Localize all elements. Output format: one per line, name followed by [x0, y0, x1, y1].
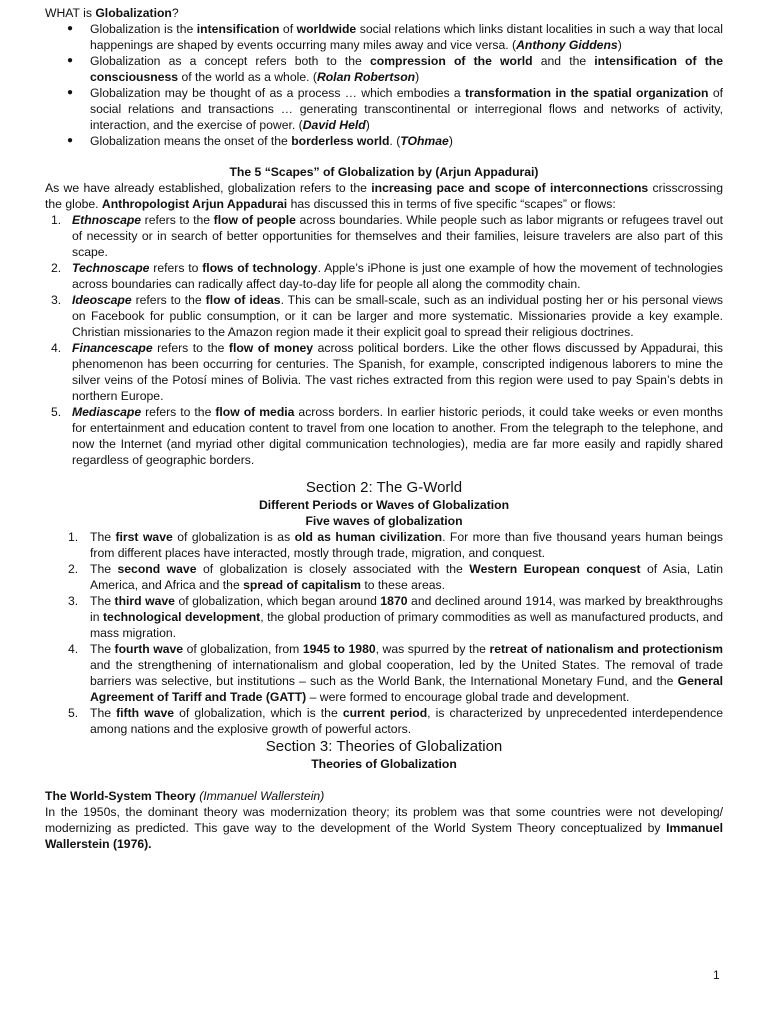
list-number: 2. — [51, 261, 62, 275]
text-run: . Apple’s iPhone is just one example of how the movement of technologies across boundaries can radically affect day-to-day life for people all along the commodity chain. — [72, 261, 723, 291]
section-3-subtitle: Theories of Globalization — [311, 757, 457, 771]
heading-bold: Globalization — [95, 6, 172, 20]
bold-italic-run: TOhmae — [400, 134, 449, 148]
list-number: 4. — [51, 341, 62, 355]
bold-run: compression of the world — [369, 54, 533, 68]
bullet-icon: ● — [67, 87, 74, 98]
scape-item — [45, 260, 723, 292]
text-run: of Asia, Latin America, and Africa and the — [90, 562, 724, 592]
text-run: , the global production of primary commodities as well as manufactured products, and mass migration. — [90, 610, 723, 640]
world-system-heading — [45, 788, 723, 804]
bold-run: The World-System Theory — [45, 789, 200, 803]
bold-italic-run: Rolan Robertson — [316, 70, 416, 84]
bold-run: flow of people — [213, 213, 296, 227]
text-run: ) — [448, 134, 453, 148]
bold-run: intensification — [196, 22, 280, 36]
bold-run: worldwide — [296, 22, 357, 36]
text-run: refers to the — [141, 213, 214, 227]
scapes-list — [45, 212, 723, 468]
wave-text — [90, 706, 723, 736]
text-run: . For more than five thousand years human beings from different places have interacted, mostly through trade, migration, and conquest. — [90, 530, 723, 560]
text-run: across political borders. Like the other flows discussed by Appadurai, this phenomenon has been occurring for centuries. The Spanish, for example, conscripted indigenous laborers to mine the silver veins of the Potosí mines of Bolivia. The vast riches extracted from this region were used to pay Spain’s debts in northern Europe. — [72, 341, 724, 403]
definition-text — [90, 86, 723, 132]
text-run: refers to the — [152, 341, 229, 355]
bold-italic-run: Anthony Giddens — [516, 38, 618, 52]
scapes-title: The 5 “Scapes” of Globalization by (Arjun Appadurai) — [229, 165, 539, 179]
scape-text — [72, 341, 723, 403]
bold-run: old as human civilization — [294, 530, 443, 544]
bold-italic-run: Financescape — [72, 341, 153, 355]
text-run: has discussed this in terms of five specific “scapes” or flows: — [287, 197, 616, 211]
text-run: The — [90, 706, 117, 720]
text-run: across borders. In earlier historic periods, it could take weeks or even months for entertainment and education content to travel from one location to another. From the telegraph to the telephone, and now the Internet (and myriad other digital communication technologies), media are far more easily and rapidly shared regardless of geographic borders. — [72, 405, 723, 467]
bold-run: technological development — [103, 610, 261, 624]
definition-item — [45, 21, 723, 53]
bold-run: third wave — [114, 594, 175, 608]
bold-run: spread of capitalism — [243, 578, 361, 592]
text-run: In the 1950s, the dominant theory was modernization theory; its problem was that some countries were not developing/ modernizing as predicted. This gave way to the development of the World System Theory conceptualized by — [45, 805, 723, 835]
text-run: of the world as a whole. ( — [178, 70, 317, 84]
bullet-icon: ● — [67, 55, 74, 66]
scape-text — [72, 261, 723, 291]
wave-text — [90, 530, 723, 560]
spacer — [45, 468, 723, 478]
text-run: of globalization is as — [172, 530, 295, 544]
definition-item — [45, 53, 723, 85]
wave-text — [90, 594, 723, 640]
heading-post: ? — [171, 6, 179, 20]
heading-pre: WHAT is — [45, 6, 96, 20]
text-run: As we have already established, globalization refers to the — [45, 181, 372, 195]
bold-run: flows of technology — [202, 261, 318, 275]
bold-run: Anthropologist Arjun Appadurai — [101, 197, 288, 211]
bold-run: Immanuel Wallerstein (1976). — [45, 821, 723, 851]
spacer — [45, 772, 723, 788]
page-number: 1 — [713, 968, 720, 982]
scape-item — [45, 340, 723, 404]
bold-run: Western European conquest — [469, 562, 641, 576]
bold-italic-run: Ideoscape — [72, 293, 132, 307]
text-run: refers to the — [131, 293, 206, 307]
wave-text — [90, 562, 723, 592]
text-run: refers to the — [141, 405, 216, 419]
section-2-title: Section 2: The G-World — [305, 479, 463, 496]
wave-item — [45, 529, 723, 561]
list-number: 4. — [68, 642, 79, 656]
text-run: refers to — [149, 261, 203, 275]
scape-item — [45, 212, 723, 260]
list-number: 2. — [68, 562, 79, 576]
wave-item — [45, 593, 723, 641]
definition-text — [90, 22, 723, 52]
bold-run: transformation in the spatial organization — [465, 86, 709, 100]
list-number: 1. — [51, 213, 62, 227]
text-run: of globalization is closely associated with the — [196, 562, 470, 576]
definition-list — [45, 21, 723, 149]
text-run: of social relations and transactions … generating transcontinental or interregional flows and networks of activity, interaction, and the exercise of power. ( — [90, 86, 723, 132]
wave-item — [45, 561, 723, 593]
bold-run: second wave — [117, 562, 197, 576]
wave-item — [45, 641, 723, 705]
text-run: The — [90, 594, 115, 608]
bullet-icon: ● — [67, 23, 74, 34]
waves-list — [45, 529, 723, 737]
text-run: of — [279, 22, 297, 36]
bold-run: intensification of the consciousness — [90, 54, 723, 84]
bold-italic-run: Technoscape — [72, 261, 150, 275]
definition-item — [45, 133, 723, 149]
text-run: and the strengthening of internationalism and global cooperation, led by the United States. The removal of trade barriers was selective, but institutions – such as the World Bank, the International Monetary Fund, and the — [90, 658, 723, 688]
list-number: 3. — [68, 594, 79, 608]
section-3-title: Section 3: Theories of Globalization — [265, 738, 503, 755]
text-run: Globalization is the — [90, 22, 197, 36]
text-run: . ( — [389, 134, 401, 148]
bold-run: first wave — [115, 530, 173, 544]
bold-run: fourth wave — [114, 642, 184, 656]
italic-run: (Immanuel Wallerstein) — [199, 789, 325, 803]
text-run: of globalization, which is the — [174, 706, 343, 720]
scape-item — [45, 292, 723, 340]
bold-run: 1870 — [380, 594, 408, 608]
bold-run: retreat of nationalism and protectionism — [489, 642, 723, 656]
bold-run: fifth wave — [116, 706, 175, 720]
text-run: , was spurred by the — [375, 642, 490, 656]
bold-run: increasing pace and scope of interconnections — [371, 181, 649, 195]
bold-run: General Agreement of Tariff and Trade (GATT) — [90, 674, 723, 704]
bullet-icon: ● — [67, 135, 74, 146]
scape-item — [45, 404, 723, 468]
text-run: ) — [365, 118, 370, 132]
text-run: social relations which links distant localities in such a way that local happenings are shaped by events occurring many miles away and vice versa. ( — [90, 22, 723, 52]
text-run: of globalization, which began around — [174, 594, 381, 608]
text-run: and the — [532, 54, 595, 68]
document-page — [45, 5, 723, 852]
list-number: 3. — [51, 293, 62, 307]
text-run: , is characterized by unprecedented interdependence among nations and the explosive growth of powerful actors. — [90, 706, 723, 736]
text-run: crisscrossing the globe. — [45, 181, 723, 211]
wave-text — [90, 642, 723, 704]
scapes-intro — [45, 180, 723, 212]
definition-text — [90, 54, 723, 84]
bold-run: flow of money — [228, 341, 314, 355]
text-run: – were formed to encourage global trade and development. — [306, 690, 630, 704]
text-run: Globalization means the onset of the — [90, 134, 292, 148]
section-2-subtitle: Different Periods or Waves of Globalization — [258, 498, 510, 512]
text-run: Globalization may be thought of as a process … which embodies a — [90, 86, 466, 100]
text-run: . This can be small-scale, such as an individual posting her or his personal views on Facebook for public consumption, or it can be larger and more systematic. Missionaries provide a key example. Christian missionaries to the Amazon region made it their explicit goal to spread their religious doctrines. — [72, 293, 724, 339]
definition-item — [45, 85, 723, 133]
section-2-subtitle-2: Five waves of globalization — [305, 514, 463, 528]
text-run: to these areas. — [360, 578, 445, 592]
bold-run: borderless world — [291, 134, 390, 148]
wave-item — [45, 705, 723, 737]
text-run: ) — [415, 70, 420, 84]
bold-run: 1945 to 1980 — [302, 642, 376, 656]
bold-run: current period — [342, 706, 428, 720]
bold-italic-run: David Held — [302, 118, 366, 132]
list-number: 5. — [51, 405, 62, 419]
text-run: Globalization as a concept refers both to the — [90, 54, 370, 68]
bold-italic-run: Ethnoscape — [72, 213, 142, 227]
text-run: and declined around 1914, was marked by breakthroughs in — [90, 594, 724, 624]
list-number: 1. — [68, 530, 79, 544]
page-heading — [45, 5, 723, 21]
scape-text — [72, 405, 723, 467]
world-system-body — [45, 804, 723, 852]
scape-text — [72, 213, 723, 259]
text-run: of globalization, from — [183, 642, 303, 656]
text-run: The — [90, 530, 116, 544]
text-run: The — [90, 562, 118, 576]
bold-run: flow of media — [215, 405, 295, 419]
text-run: The — [90, 642, 115, 656]
list-number: 5. — [68, 706, 79, 720]
bold-italic-run: Mediascape — [72, 405, 142, 419]
bold-run: flow of ideas — [205, 293, 281, 307]
text-run: ) — [617, 38, 622, 52]
text-run: across boundaries. While people such as labor migrants or refugees travel out of necessity or in search of better opportunities for themselves and their families, leisure travelers are also part of this scape. — [72, 213, 723, 259]
scape-text — [72, 293, 723, 339]
definition-text — [90, 134, 453, 148]
